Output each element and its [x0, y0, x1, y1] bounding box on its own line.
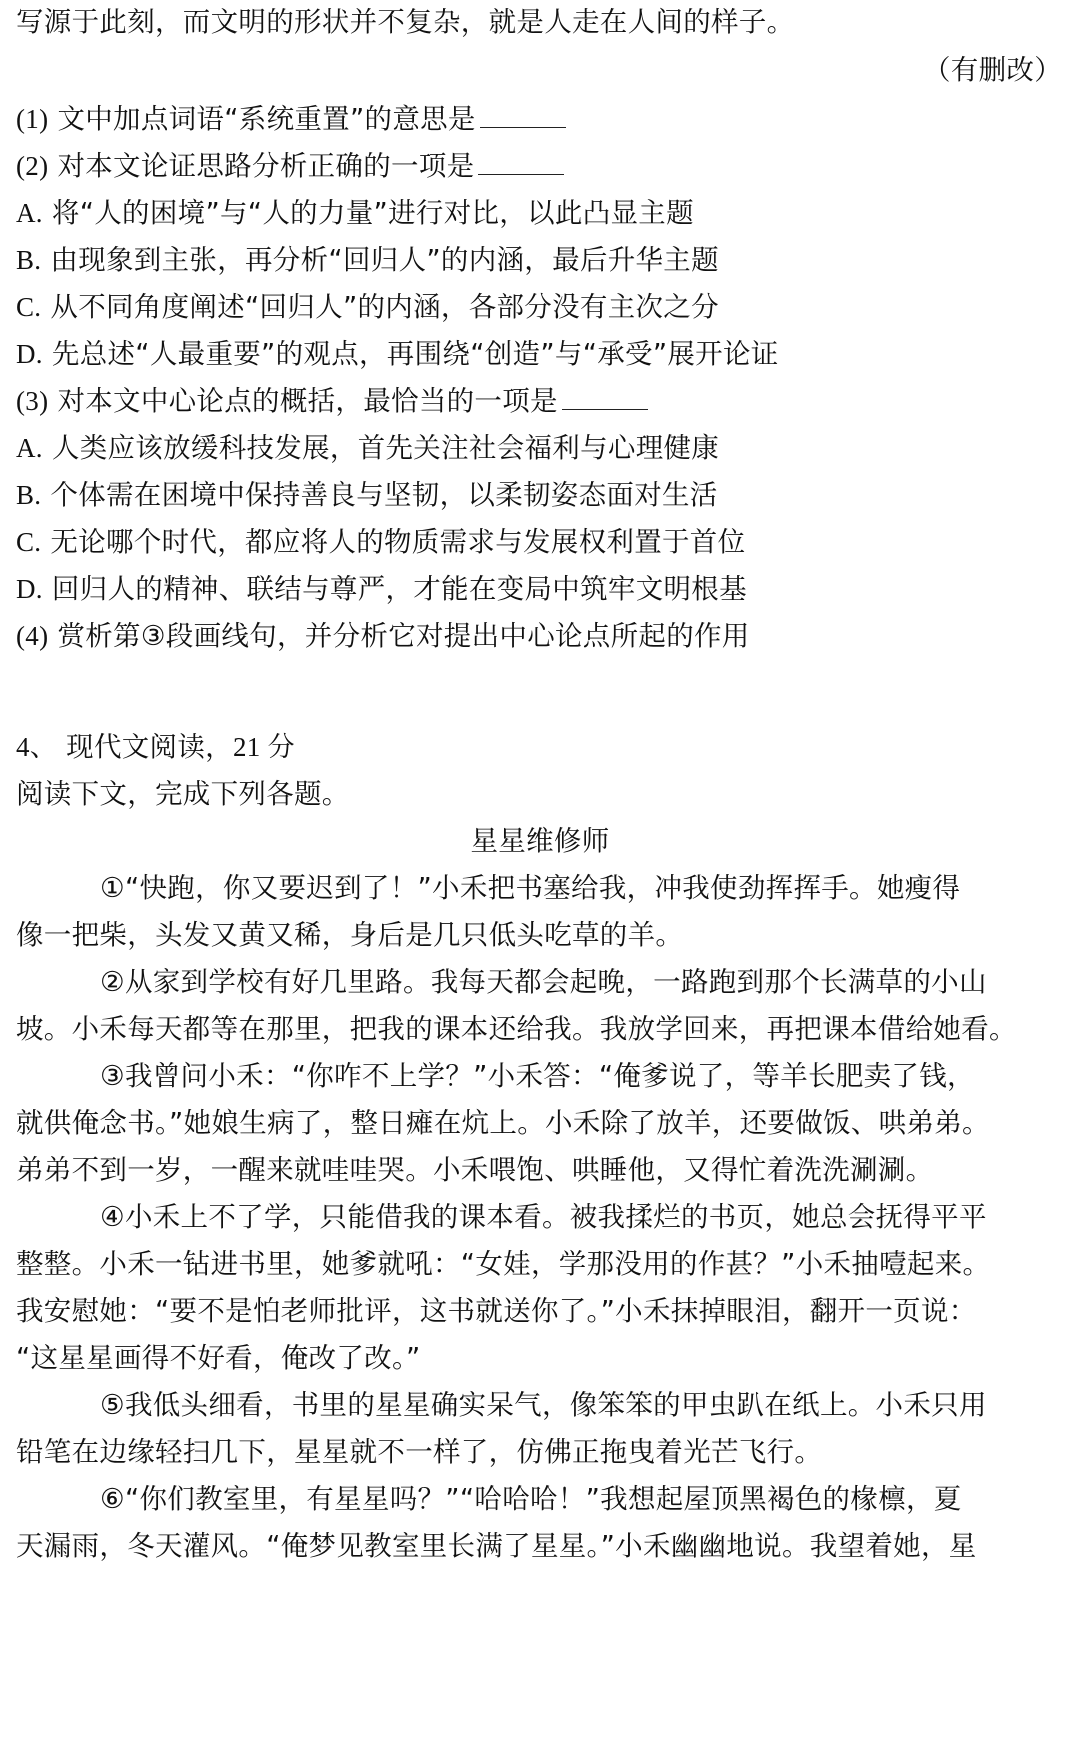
- paragraph-line: ③我曾问小禾：“你咋不上学？”小禾答：“俺爹说了，等羊长肥卖了钱，: [100, 1060, 975, 1092]
- option-text: 人类应该放缓科技发展，首先关注社会福利与心理健康: [51, 432, 720, 464]
- paragraph-line: 天漏雨，冬天灌风。“俺梦见教室里长满了星星。”小禾幽幽地说。我望着她，星: [16, 1530, 977, 1562]
- paragraph-line: 就供俺念书。”她娘生病了，整日瘫在炕上。小禾除了放羊，还要做饭、哄弟弟。: [16, 1107, 990, 1139]
- option-line: [16, 242, 1068, 278]
- section-heading: [16, 729, 1068, 765]
- question-number: (1): [16, 104, 49, 134]
- question-3: [16, 383, 1068, 419]
- question-2: [16, 148, 1068, 184]
- option-line: [16, 524, 1068, 560]
- option-line: [16, 430, 1068, 466]
- paragraph-line: 铅笔在边缘轻扫几下，星星就不一样了，仿佛正拖曳着光芒飞行。: [16, 1436, 823, 1468]
- answer-blank: [480, 101, 566, 128]
- paragraph-line: “这星星画得不好看，俺改了改。”: [16, 1342, 421, 1374]
- question-number: (3): [16, 386, 49, 416]
- option-letter: C.: [16, 292, 42, 322]
- option-line: [16, 195, 1068, 231]
- answer-blank: [562, 383, 648, 410]
- answer-blank: [478, 148, 564, 175]
- question-text: 文中加点词语“系统重置”的意思是: [57, 103, 476, 135]
- option-letter: A.: [16, 198, 43, 228]
- option-line: [16, 289, 1068, 325]
- option-text: 先总述“人最重要”的观点，再围绕“创造”与“承受”展开论证: [51, 338, 779, 370]
- option-text: 个体需在困境中保持善良与坚韧，以柔韧姿态面对生活: [50, 479, 718, 511]
- paragraph-line: ②从家到学校有好几里路。我每天都会起晚，一路跑到那个长满草的小山: [100, 966, 987, 998]
- instruction: 阅读下文，完成下列各题。: [16, 778, 350, 810]
- option-text: 将“人的困境”与“人的力量”进行对比，以此凸显主题: [51, 197, 694, 229]
- paragraph-line: ①“快跑，你又要迟到了！”小禾把书塞给我，冲我使劲挥挥手。她瘦得: [100, 872, 961, 904]
- option-text: 回归人的精神、联结与尊严，才能在变局中筑牢文明根基: [51, 573, 747, 605]
- option-letter: B.: [16, 245, 42, 275]
- question-number: (2): [16, 151, 49, 181]
- option-line: [16, 571, 1068, 607]
- revision-note: （有删改）: [923, 54, 1062, 86]
- section-number: 4、: [16, 732, 58, 762]
- option-letter: D.: [16, 574, 43, 604]
- option-text: 从不同角度阐述“回归人”的内涵，各部分没有主次之分: [50, 291, 719, 323]
- paragraph-line: 弟弟不到一岁，一醒来就哇哇哭。小禾喂饱、哄睡他，又得忙着洗洗涮涮。: [16, 1154, 934, 1186]
- paragraph-line: 我安慰她：“要不是怕老师批评，这书就送你了。”小禾抹掉眼泪，翻开一页说：: [16, 1295, 977, 1327]
- question-text: 对本文中心论点的概括，最恰当的一项是: [57, 385, 558, 417]
- passage-closing-line: 写源于此刻，而文明的形状并不复杂，就是人走在人间的样子。: [16, 6, 795, 38]
- section-title: 现代文阅读，: [66, 731, 233, 763]
- story-title: 星星维修师: [470, 825, 610, 857]
- option-text: 由现象到主张，再分析“回归人”的内涵，最后升华主题: [50, 244, 719, 276]
- paragraph-line: ④小禾上不了学，只能借我的课本看。被我揉烂的书页，她总会抚得平平: [100, 1201, 987, 1233]
- option-letter: B.: [16, 480, 42, 510]
- option-line: [16, 336, 1068, 372]
- paragraph-line: 整整。小禾一钻进书里，她爹就吼：“女娃，学那没用的作甚？”小禾抽噎起来。: [16, 1248, 991, 1280]
- option-text: 无论哪个时代，都应将人的物质需求与发展权利置于首位: [50, 526, 746, 558]
- paragraph-line: ⑤我低头细看，书里的星星确实呆气，像笨笨的甲虫趴在纸上。小禾只用: [100, 1389, 987, 1421]
- question-text: 对本文论证思路分析正确的一项是: [57, 150, 475, 182]
- question-1: [16, 101, 1068, 137]
- paragraph-line: 坡。小禾每天都等在那里，把我的课本还给我。我放学回来，再把课本借给她看。: [16, 1013, 1017, 1045]
- option-line: [16, 477, 1068, 513]
- option-letter: D.: [16, 339, 43, 369]
- question-text: 赏析第③段画线句，并分析它对提出中心论点所起的作用: [57, 620, 750, 652]
- option-letter: A.: [16, 433, 43, 463]
- paragraph-line: ⑥“你们教室里，有星星吗？”“哈哈哈！”我想起屋顶黑褐色的椽檩，夏: [100, 1483, 962, 1515]
- question-4: [16, 618, 1068, 654]
- question-number: (4): [16, 621, 49, 651]
- paragraph-line: 像一把柴，头发又黄又稀，身后是几只低头吃草的羊。: [16, 919, 684, 951]
- option-letter: C.: [16, 527, 42, 557]
- section-score: 21 分: [232, 732, 295, 762]
